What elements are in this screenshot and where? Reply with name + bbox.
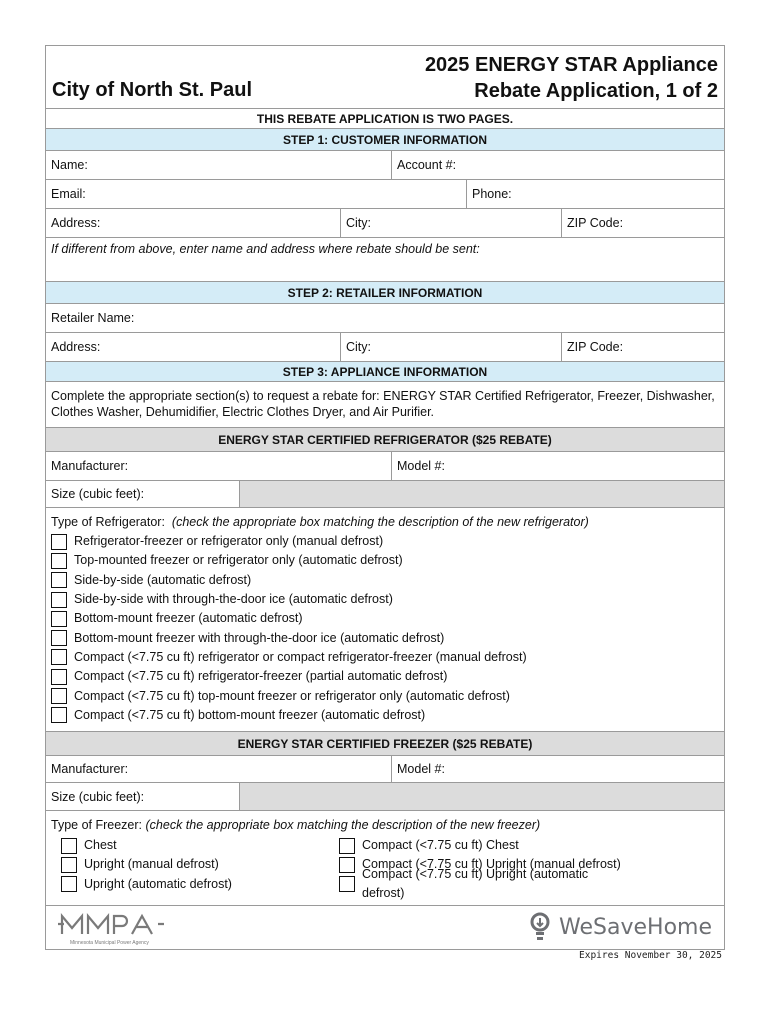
email-field[interactable]: Email: <box>51 187 86 201</box>
freezer-heading: ENERGY STAR CERTIFIED FREEZER ($25 REBATE) <box>46 731 724 755</box>
step3-heading: STEP 3: APPLIANCE INFORMATION <box>46 361 724 381</box>
fridge-type-option <box>51 609 719 628</box>
option-label: Bottom-mount freezer (automatic defrost) <box>74 611 303 626</box>
option-label: Compact (<7.75 cu ft) refrigerator-freezer (partial automatic defrost) <box>74 669 448 684</box>
city-field[interactable]: City: <box>340 209 561 237</box>
option-label: Compact (<7.75 cu ft) top-mount freezer or refrigerator only (automatic defrost) <box>74 688 510 703</box>
city-name: City of North St. Paul <box>52 79 252 101</box>
account-field[interactable]: Account #: <box>391 151 724 179</box>
zip-field[interactable]: ZIP Code: <box>561 209 724 237</box>
fridge-size-label: Size (cubic feet): <box>51 487 145 501</box>
wesavehome-logo: WeSaveHome <box>529 912 712 942</box>
fridge-type-option <box>51 686 719 705</box>
freezer-type-option <box>61 836 339 855</box>
fridge-size-input[interactable] <box>239 481 724 507</box>
address-row <box>46 208 724 237</box>
phone-field[interactable]: Phone: <box>466 180 724 208</box>
name-field[interactable]: Name: <box>51 158 88 172</box>
checkbox[interactable] <box>51 630 67 646</box>
freezer-size-input[interactable] <box>239 783 724 810</box>
freezer-type-section <box>46 810 724 905</box>
name-row <box>46 150 724 179</box>
expiration-date: Expires November 30, 2025 <box>579 950 722 961</box>
freezer-type-option <box>339 867 627 901</box>
option-label: Upright (manual defrost) <box>84 857 219 872</box>
checkbox[interactable] <box>339 876 355 892</box>
retailer-city-field[interactable]: City: <box>340 333 561 361</box>
mmpa-logo <box>56 910 166 949</box>
checkbox[interactable] <box>51 592 67 608</box>
fridge-type-prompt: Type of Refrigerator: (check the appropriate box matching the description of the new refrigerator) <box>51 515 589 529</box>
form-footer <box>46 905 724 949</box>
checkbox[interactable] <box>51 688 67 704</box>
step3-intro: Complete the appropriate section(s) to request a rebate for: ENERGY STAR Certified Refrigerator, Freezer, Dishwasher, Clothes Washer, Dehumidifier, Electric Clothes Dryer, and Air Purifier. <box>46 381 724 427</box>
option-label: Compact (<7.75 cu ft) Upright (manual defrost) <box>362 857 621 872</box>
freezer-options-right <box>339 836 627 901</box>
freezer-options-grid <box>51 836 719 901</box>
checkbox[interactable] <box>51 649 67 665</box>
retailer-row <box>46 303 724 332</box>
checkbox[interactable] <box>51 669 67 685</box>
step2-heading: STEP 2: RETAILER INFORMATION <box>46 281 724 303</box>
step1-heading: STEP 1: CUSTOMER INFORMATION <box>46 128 724 150</box>
checkbox[interactable] <box>61 876 77 892</box>
checkbox[interactable] <box>51 611 67 627</box>
freezer-manufacturer-field[interactable]: Manufacturer: <box>51 762 129 776</box>
fridge-type-option <box>51 628 719 647</box>
fridge-type-option <box>51 648 719 667</box>
fridge-type-option <box>51 667 719 686</box>
freezer-type-option <box>61 875 339 894</box>
alt-address-row[interactable] <box>46 237 724 281</box>
alt-address-note: If different from above, enter name and address where rebate should be sent: <box>51 242 480 256</box>
option-label: Compact (<7.75 cu ft) Chest <box>362 838 519 853</box>
freezer-type-option <box>339 836 627 855</box>
retailer-address-row <box>46 332 724 361</box>
checkbox[interactable] <box>51 534 67 550</box>
option-label: Side-by-side (automatic defrost) <box>74 572 252 587</box>
fridge-manufacturer-field[interactable]: Manufacturer: <box>51 459 129 473</box>
retailer-address-field[interactable]: Address: <box>51 340 101 354</box>
address-field[interactable]: Address: <box>51 216 101 230</box>
retailer-name-field[interactable]: Retailer Name: <box>51 311 135 325</box>
freezer-type-option <box>61 855 339 874</box>
fridge-options-list <box>51 532 719 725</box>
refrigerator-heading: ENERGY STAR CERTIFIED REFRIGERATOR ($25 REBATE) <box>46 427 724 451</box>
fridge-type-option <box>51 532 719 551</box>
fridge-type-option <box>51 551 719 570</box>
fridge-mfr-row <box>46 451 724 480</box>
email-row <box>46 179 724 208</box>
freezer-options-left <box>51 836 339 894</box>
checkbox[interactable] <box>61 838 77 854</box>
option-label: Chest <box>84 838 117 853</box>
fridge-type-section <box>46 507 724 731</box>
checkbox[interactable] <box>51 553 67 569</box>
checkbox[interactable] <box>61 857 77 873</box>
checkbox[interactable] <box>51 707 67 723</box>
option-label: Compact (<7.75 cu ft) refrigerator or compact refrigerator-freezer (manual defrost) <box>74 649 527 664</box>
checkbox[interactable] <box>339 838 355 854</box>
checkbox[interactable] <box>51 572 67 588</box>
freezer-model-field[interactable]: Model #: <box>391 756 724 782</box>
fridge-type-option <box>51 571 719 590</box>
freezer-mfr-row <box>46 755 724 782</box>
two-page-notice: THIS REBATE APPLICATION IS TWO PAGES. <box>46 108 724 128</box>
fridge-model-field[interactable]: Model #: <box>391 452 724 480</box>
retailer-zip-field[interactable]: ZIP Code: <box>561 333 724 361</box>
freezer-type-prompt: Type of Freezer: (check the appropriate box matching the description of the new freezer) <box>51 818 541 832</box>
freezer-size-row <box>46 782 724 810</box>
option-label: Upright (automatic defrost) <box>84 876 232 891</box>
option-label: Side-by-side with through-the-door ice (automatic defrost) <box>74 592 393 607</box>
svg-text:Minnesota Municipal Power Agen: Minnesota Municipal Power Agency <box>70 940 149 946</box>
option-label: Compact (<7.75 cu ft) Upright (automatic defrost) <box>362 867 589 901</box>
option-label: Compact (<7.75 cu ft) bottom-mount freezer (automatic defrost) <box>74 707 426 722</box>
fridge-size-row <box>46 480 724 507</box>
mmpa-logo-icon <box>56 910 166 946</box>
lightbulb-icon <box>529 912 551 942</box>
fridge-type-option <box>51 590 719 609</box>
freezer-size-label: Size (cubic feet): <box>51 790 145 804</box>
form-title: 2025 ENERGY STAR Appliance Rebate Application, 1 of 2 <box>424 54 718 102</box>
option-label: Top-mounted freezer or refrigerator only (automatic defrost) <box>74 553 403 568</box>
checkbox[interactable] <box>339 857 355 873</box>
option-label: Bottom-mount freezer with through-the-door ice (automatic defrost) <box>74 630 445 645</box>
option-label: Refrigerator-freezer or refrigerator only (manual defrost) <box>74 534 384 549</box>
fridge-type-option <box>51 706 719 725</box>
rebate-form <box>45 45 725 950</box>
form-header <box>46 46 724 108</box>
